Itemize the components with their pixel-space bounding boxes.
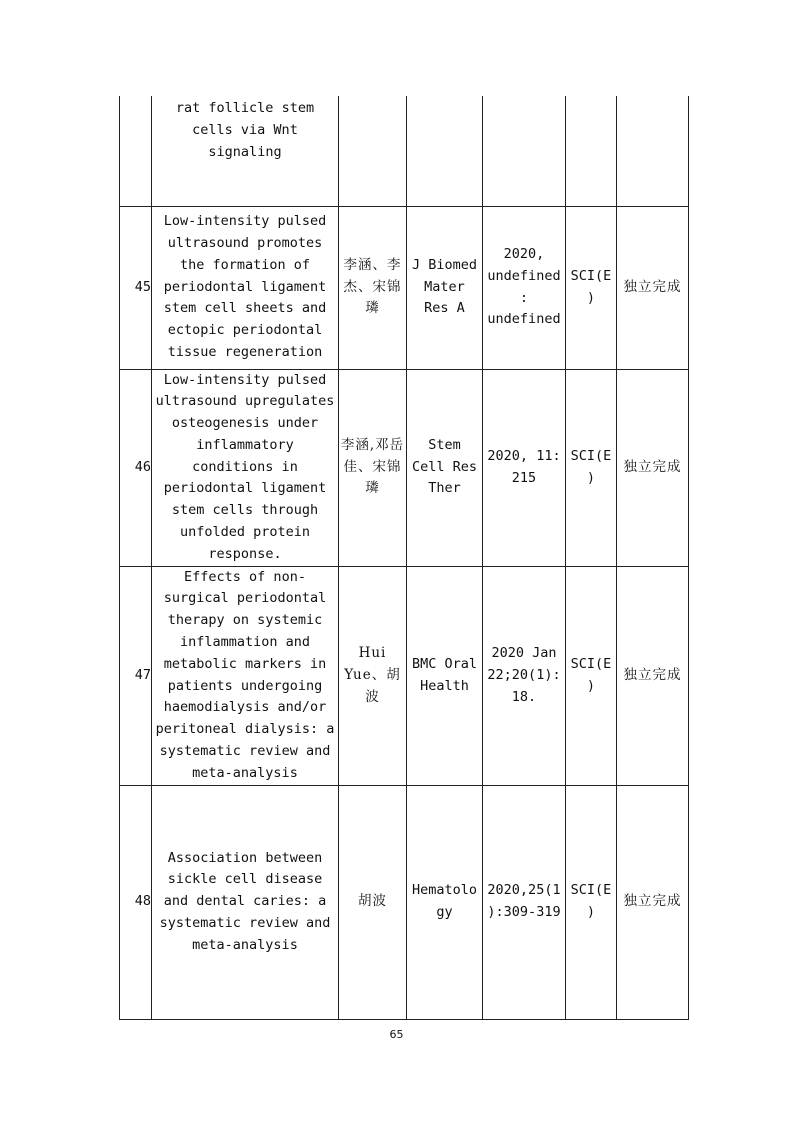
journal: Hematology <box>407 785 483 1019</box>
index-type <box>566 96 617 206</box>
authors: 胡波 <box>339 785 407 1019</box>
table-row <box>120 566 689 785</box>
journal: Stem Cell Res Ther <box>407 369 483 566</box>
page-number: 65 <box>389 1028 404 1041</box>
publication-info: 2020, undefined: undefined <box>483 206 566 369</box>
paper-title: Low-intensity pulsed ultrasound promotes the formation of periodontal ligament stem cell sheets and ectopic periodontal tissue regeneration <box>152 206 339 369</box>
row-number: 46 <box>120 369 152 566</box>
completion-status: 独立完成 <box>617 369 689 566</box>
paper-title: rat follicle stem cells via Wnt signaling <box>152 96 339 206</box>
index-type: SCI(E) <box>566 566 617 785</box>
journal <box>407 96 483 206</box>
completion-status: 独立完成 <box>617 785 689 1019</box>
table-row <box>120 785 689 1019</box>
journal: J Biomed Mater Res A <box>407 206 483 369</box>
authors: 李涵、李杰、宋锦璘 <box>339 206 407 369</box>
completion-status <box>617 96 689 206</box>
paper-title: Effects of non-surgical periodontal therapy on systemic inflammation and metabolic markers in patients undergoing haemodialysis and/or peritoneal dialysis: a systematic review and meta-analysis <box>152 566 339 785</box>
journal: BMC Oral Health <box>407 566 483 785</box>
completion-status: 独立完成 <box>617 206 689 369</box>
paper-title: Association between sickle cell disease and dental caries: a systematic review and meta-analysis <box>152 785 339 1019</box>
row-number: 48 <box>120 785 152 1019</box>
table-row <box>120 96 689 206</box>
publication-info: 2020, 11: 215 <box>483 369 566 566</box>
table-row <box>120 206 689 369</box>
completion-status: 独立完成 <box>617 566 689 785</box>
paper-title: Low-intensity pulsed ultrasound upregulates osteogenesis under inflammatory conditions in periodontal ligament stem cells through unfolded protein response. <box>152 369 339 566</box>
index-type: SCI(E) <box>566 206 617 369</box>
publication-table <box>119 96 689 1020</box>
row-number: 45 <box>120 206 152 369</box>
publication-info: 2020,25(1):309-319 <box>483 785 566 1019</box>
table-row <box>120 369 689 566</box>
row-number: 47 <box>120 566 152 785</box>
authors: Hui Yue、胡波 <box>339 566 407 785</box>
authors <box>339 96 407 206</box>
authors: 李涵,邓岳佳、宋锦璘 <box>339 369 407 566</box>
row-number <box>120 96 152 206</box>
publication-info <box>483 96 566 206</box>
index-type: SCI(E) <box>566 785 617 1019</box>
index-type: SCI(E) <box>566 369 617 566</box>
publication-info: 2020 Jan 22;20(1):18. <box>483 566 566 785</box>
